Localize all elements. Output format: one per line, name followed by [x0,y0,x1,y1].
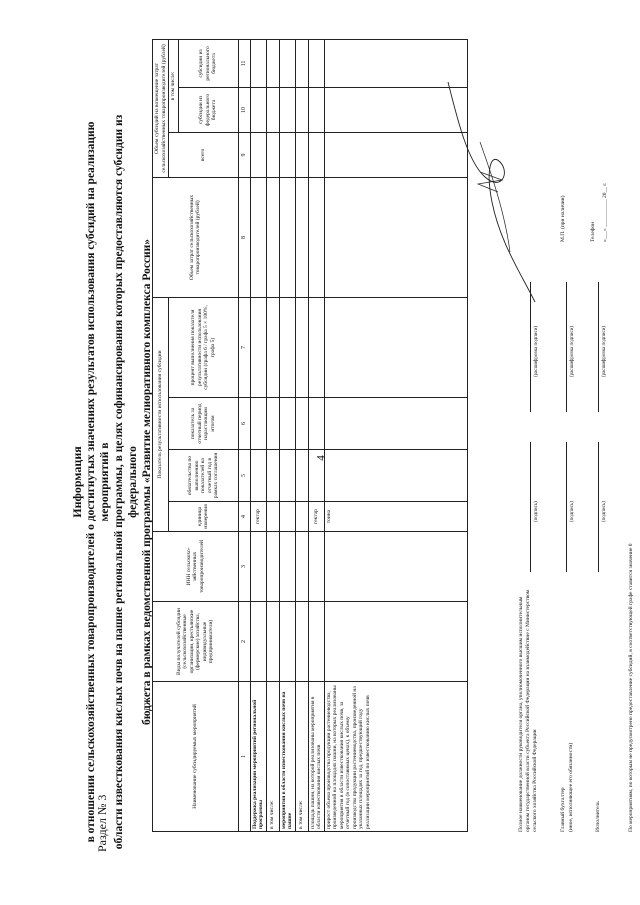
date-field: «___» __________ 20__ г. [602,182,608,242]
row-cell [295,532,308,602]
table-row [279,39,295,831]
row-cell [324,450,467,502]
row-cell [308,87,324,132]
executor-decode-line [598,282,599,412]
official-sign-line [530,442,531,572]
col-num: 8 [238,177,250,297]
phone-label: Телефон [590,221,596,242]
row-unit [279,502,295,532]
row-label: в том числе: [295,682,308,832]
header-volume: Объем затрат сельскохозяйственных товаропроизводителей (рублей) [153,177,239,297]
row-cell [250,297,266,397]
col-num: 11 [238,39,250,87]
stamp-label: М.П. (при наличии) [560,195,566,242]
chief-accountant-sign-line [566,442,567,572]
title-heading: Информация [70,446,84,518]
row-cell [295,450,308,502]
column-numbers [238,39,250,831]
section-label: Раздел № 3 [95,794,109,852]
row-cell [295,398,308,450]
title-line-1: в отношении сельскохозяйственных товаропроизводителей о достигнутых значениях результатов использования субсидий на реализацию мероприятий в [85,121,111,843]
row-cell [250,602,266,682]
row-cell [279,177,295,297]
header-incl: в том числе: [169,39,179,132]
header-indicators: Показатель результативности использования субсидии [153,297,169,531]
executor-sign-line [598,442,599,572]
col-num: 5 [238,450,250,502]
row-cell [266,39,279,87]
row-cell [250,87,266,132]
row-cell [250,177,266,297]
header-actual: показатель за отчетный период нарастающим итогом [169,398,239,450]
row-unit [295,502,308,532]
col-num: 9 [238,132,250,177]
header-recipients: Виды получателей субсидии (сельскохозяйственные организации, крестьянские (фермерские) хозяйства, индивидуальные предприниматели) [153,602,239,682]
sign-caption: (подпись) [534,501,539,522]
row-cell [266,132,279,177]
row-cell [295,602,308,682]
row-cell [279,132,295,177]
row-cell [250,132,266,177]
row-unit: гектар [250,502,266,532]
header-obligations: обязательства по выполнению показателей на отчетный год в рамках соглашения [169,450,239,502]
executor-label: Исполнитель [595,801,601,832]
table-row [250,39,266,831]
row-label: прирост объема производства продукции растениеводства, произведенной на площадях пашни, на которых реализованы мероприятия в области известкования кислых почв, за отчетный год (в сопоставимых ценах), к объему производства продукции растениеводства, произведенной на указанных площадях за год, предшествующий году реализации мероприятий по известкованию кислых почв [324,682,467,832]
handwritten-signature [440,72,550,312]
document-title [70,92,154,872]
row-cell [279,87,295,132]
row-cell [250,398,266,450]
row-cell [279,602,295,682]
decode-caption: (расшифровка подписи) [570,325,575,377]
rotated-page [40,32,640,872]
header-fed: субсидии из федерального бюджета [178,87,238,132]
row-cell [266,297,279,397]
row-cell [250,39,266,87]
title-line-3: бюджета в рамках ведомственной программы «Развитие мелиоративного комплекса России» [141,238,153,726]
report-table [152,39,468,832]
sign-caption: (подпись) [570,501,575,522]
row-cell [308,297,324,397]
header-subsidy: Объем субсидий на возмещение затрат сельскохозяйственных товаропроизводителей (рублей) [153,39,169,177]
col-num: 7 [238,297,250,397]
row-cell [308,177,324,297]
table-row [295,39,308,831]
row-cell [295,87,308,132]
col-num: 2 [238,602,250,682]
header-inn: ИНН сельскохо-зяйственных товаропроизводителей [153,532,239,602]
row-cell [295,132,308,177]
col-num: 6 [238,398,250,450]
row-cell [279,450,295,502]
row-cell [324,297,467,397]
chief-accountant-note: (иное, исполняющее его обязанности) [568,742,574,832]
row-cell [266,177,279,297]
title-line-2: области известкования кислых почв на пашне региональной программы, в целях софинансирования которых предоставляются субсидии из федерального [113,114,139,850]
header-name: Наименование субсидируемых мероприятий [153,682,239,832]
header-reg: субсидии из регионального бюджета [178,39,238,87]
row-cell [324,602,467,682]
page-number: 4 [314,455,327,461]
row-label: мероприятия в области известкования кислых почв на пашне [279,682,295,832]
table-body [250,39,467,831]
sign-caption: (подпись) [602,501,607,522]
col-num: 4 [238,502,250,532]
row-unit [266,502,279,532]
row-cell [266,532,279,602]
row-cell [295,297,308,397]
row-cell [308,132,324,177]
decode-caption: (расшифровка подписи) [534,325,539,377]
row-cell [279,297,295,397]
chief-accountant-label: Главный бухгалтер [560,787,566,832]
table-row [308,39,324,831]
table-row [266,39,279,831]
col-num: 1 [238,682,250,832]
decode-caption: (расшифровка подписи) [602,325,607,377]
row-cell [308,450,324,502]
row-cell [266,398,279,450]
row-cell [250,450,266,502]
row-cell [324,398,467,450]
official-label: Полное наименование должности руководителя органа, уполномоченного высшим исполнительным органом государственной власти субъекта Российской Федерации на взаимодействие с Министерством сельского хозяйства Российской Федерации [518,589,538,832]
header-total: всего [169,132,239,177]
row-cell [266,602,279,682]
row-cell [308,39,324,87]
row-cell [295,39,308,87]
col-num: 3 [238,532,250,602]
row-cell [266,87,279,132]
row-cell [266,450,279,502]
row-cell [324,532,467,602]
row-cell [279,398,295,450]
row-cell [308,532,324,602]
footnote: По мероприятиям, по которым не предусмотрено предоставление субсидий, в соответствующей графе ставится значение 0 [628,543,634,832]
row-cell [279,532,295,602]
row-cell [308,398,324,450]
chief-accountant-decode-line [566,282,567,412]
row-cell [279,39,295,87]
header-percent: процент выполнения показателя результативности использования субсидии (графа 6 / графа 5 × 100%, графа 5) [169,297,239,397]
row-label: в том числе: [266,682,279,832]
row-label: Поддержка реализации мероприятий региональной программы [250,682,266,832]
row-cell [250,532,266,602]
row-unit: гектар [308,502,324,532]
col-num: 10 [238,87,250,132]
row-unit: тонна [324,502,467,532]
row-cell [295,177,308,297]
header-unit: единица измерения [169,502,239,532]
row-label: площадь пашни, на которой реализованы мероприятия в области известкования кислых почв [308,682,324,832]
row-cell [308,602,324,682]
